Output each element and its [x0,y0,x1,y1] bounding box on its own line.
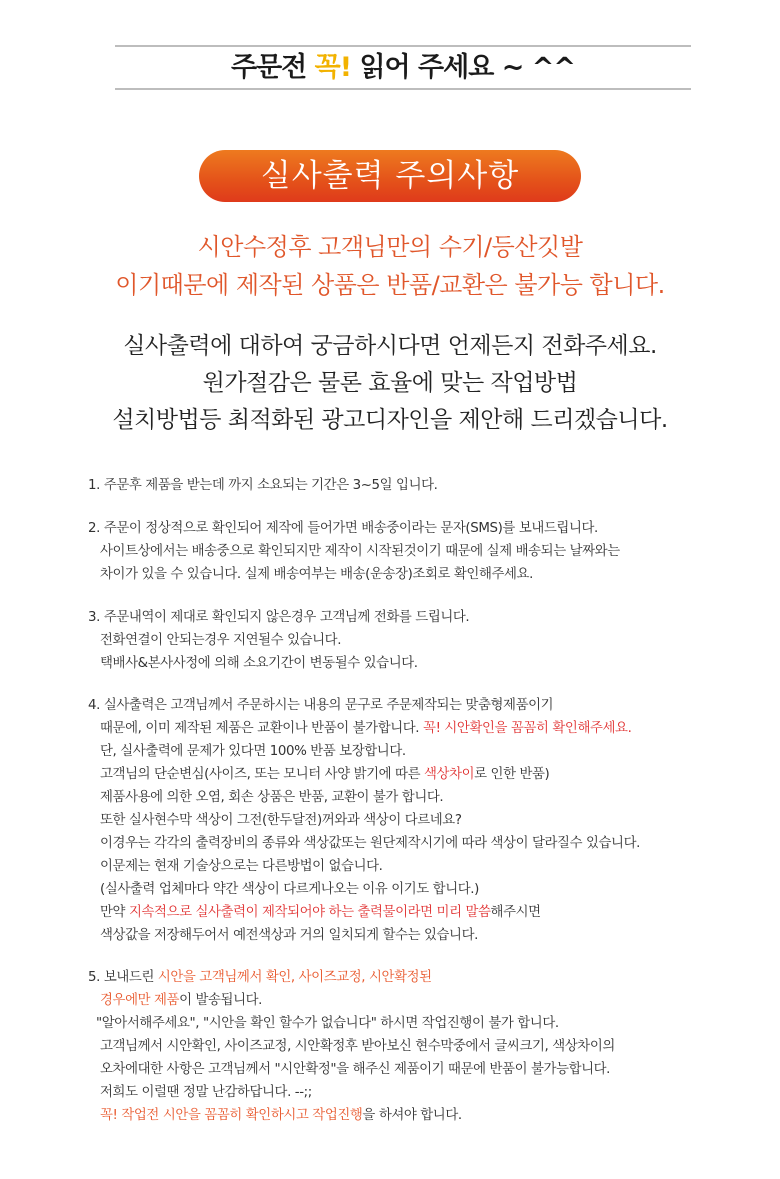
text-span: 고객님의 단순변심(사이즈, 또는 모니터 사양 밝기에 따른 [100,767,424,782]
notice-line: 2. 주문이 정상적으로 확인되어 제작에 들어가면 배송중이라는 문자(SMS)를 보내드립니다. [88,521,598,536]
text-span: 을 하셔야 합니다. [362,1108,462,1123]
notice-item-3 [88,606,728,675]
notice-line: 1. 주문후 제품을 받는데 까지 소요되는 기간은 3~5일 입니다. [88,478,438,493]
notice-line: "알아서해주세요", "시안을 확인 할수가 없습니다" 하시면 작업진행이 불가 합니다. [96,1016,559,1031]
title-accent: 꼭! [314,52,352,83]
notice-line: 전화연결이 안되는경우 지연될수 있습니다. [100,633,342,648]
text-span: 이 발송됩니다. [179,993,263,1008]
notice-banner: 실사출력 주의사항 [199,150,581,202]
text-span: 해주시면 [490,905,541,920]
notice-line: 오차에대한 사항은 고객님께서 "시안확정"을 해주신 제품이기 때문에 반품이 불가능합니다. [100,1062,611,1077]
notice-line [88,901,728,924]
highlight-text: 시안을 고객님께서 확인, 사이즈교정, 시안확정된 [157,970,432,985]
text-span: 5. 보내드린 [88,970,158,985]
notice-item-2 [88,517,728,586]
notice-line: 또한 실사현수막 색상이 그전(한두달전)꺼와과 색상이 다르네요? [100,813,462,828]
highlight-text: 꼭! 시안확인을 꼼꼼히 확인해주세요. [423,721,632,736]
top-divider [115,45,691,47]
notice-item-4 [88,694,728,947]
text-span: 때문에, 이미 제작된 제품은 교환이나 반품이 불가합니다. [100,721,424,736]
notice-line: 4. 실사출력은 고객님께서 주문하시는 내용의 문구로 주문제작되는 맞춤형제품이기 [88,698,554,713]
notice-line: (실사출력 업체마다 약간 색상이 다르게나오는 이유 이기도 합니다.) [100,882,479,897]
contact-text [0,328,780,439]
highlight-text: 색상차이 [424,767,475,782]
notice-line: 이경우는 각각의 출력장비의 종류와 색상값또는 원단제작시기에 따라 색상이 달라질수 있습니다. [100,836,640,851]
notice-line: 3. 주문내역이 제대로 확인되지 않은경우 고객님께 전화를 드립니다. [88,610,470,625]
notice-line: 차이가 있을 수 있습니다. 실제 배송여부는 배송(운송장)조회로 확인해주세요. [100,567,533,582]
notice-line: 사이트상에서는 배송중으로 확인되지만 제작이 시작된것이기 때문에 실제 배송되는 날짜와는 [100,544,620,559]
contact-line-2: 원가절감은 물론 효율에 맞는 작업방법 [202,370,578,396]
notice-line [88,717,728,740]
text-span: 로 인한 반품) [474,767,550,782]
highlight-text: 꼭! 작업전 시안을 꼼꼼히 확인하시고 작업진행 [100,1108,363,1123]
notice-item-5 [88,966,728,1127]
highlight-text: 지속적으로 실사출력이 제작되어야 하는 출력물이라면 미리 말씀 [128,905,491,920]
notice-line [88,763,728,786]
bottom-divider [115,88,691,90]
notice-line [88,1104,728,1127]
page-title [115,48,691,88]
title-suffix: 읽어 주세요 ~ ^^ [351,52,575,83]
title-prefix: 주문전 [231,52,315,83]
text-span: 만약 [100,905,129,920]
notice-line: 제품사용에 의한 오염, 회손 상품은 반품, 교환이 불가 합니다. [100,790,444,805]
notice-line: 이문제는 현재 기술상으로는 다른방법이 없습니다. [100,859,383,874]
notice-item-1 [88,474,728,497]
notice-line: 고객님께서 시안확인, 사이즈교정, 시안확정후 받아보신 현수막중에서 글씨크기, 색상차이의 [100,1039,615,1054]
notice-line: 택배사&본사사정에 의해 소요기간이 변동될수 있습니다. [100,656,418,671]
highlight-text: 경우에만 제품 [100,993,180,1008]
notice-line: 저희도 이럴땐 정말 난감하답니다. --;; [100,1085,312,1100]
notice-line: 단, 실사출력에 문제가 있다면 100% 반품 보장합니다. [100,744,406,759]
warning-line-2: 이기때문에 제작된 상품은 반품/교환은 불가능 합니다. [115,271,665,299]
notice-line [88,966,728,989]
notice-line: 색상값을 저장해두어서 예전색상과 거의 일치되게 할수는 있습니다. [100,928,478,943]
notice-line [88,989,728,1012]
contact-line-3: 설치방법등 최적화된 광고디자인을 제안해 드리겠습니다. [112,407,668,433]
warning-line-1: 시안수정후 고객님만의 수기/등산깃발 [197,233,583,261]
contact-line-1: 실사출력에 대하여 궁금하시다면 언제든지 전화주세요. [123,333,657,359]
warning-text [0,228,780,304]
